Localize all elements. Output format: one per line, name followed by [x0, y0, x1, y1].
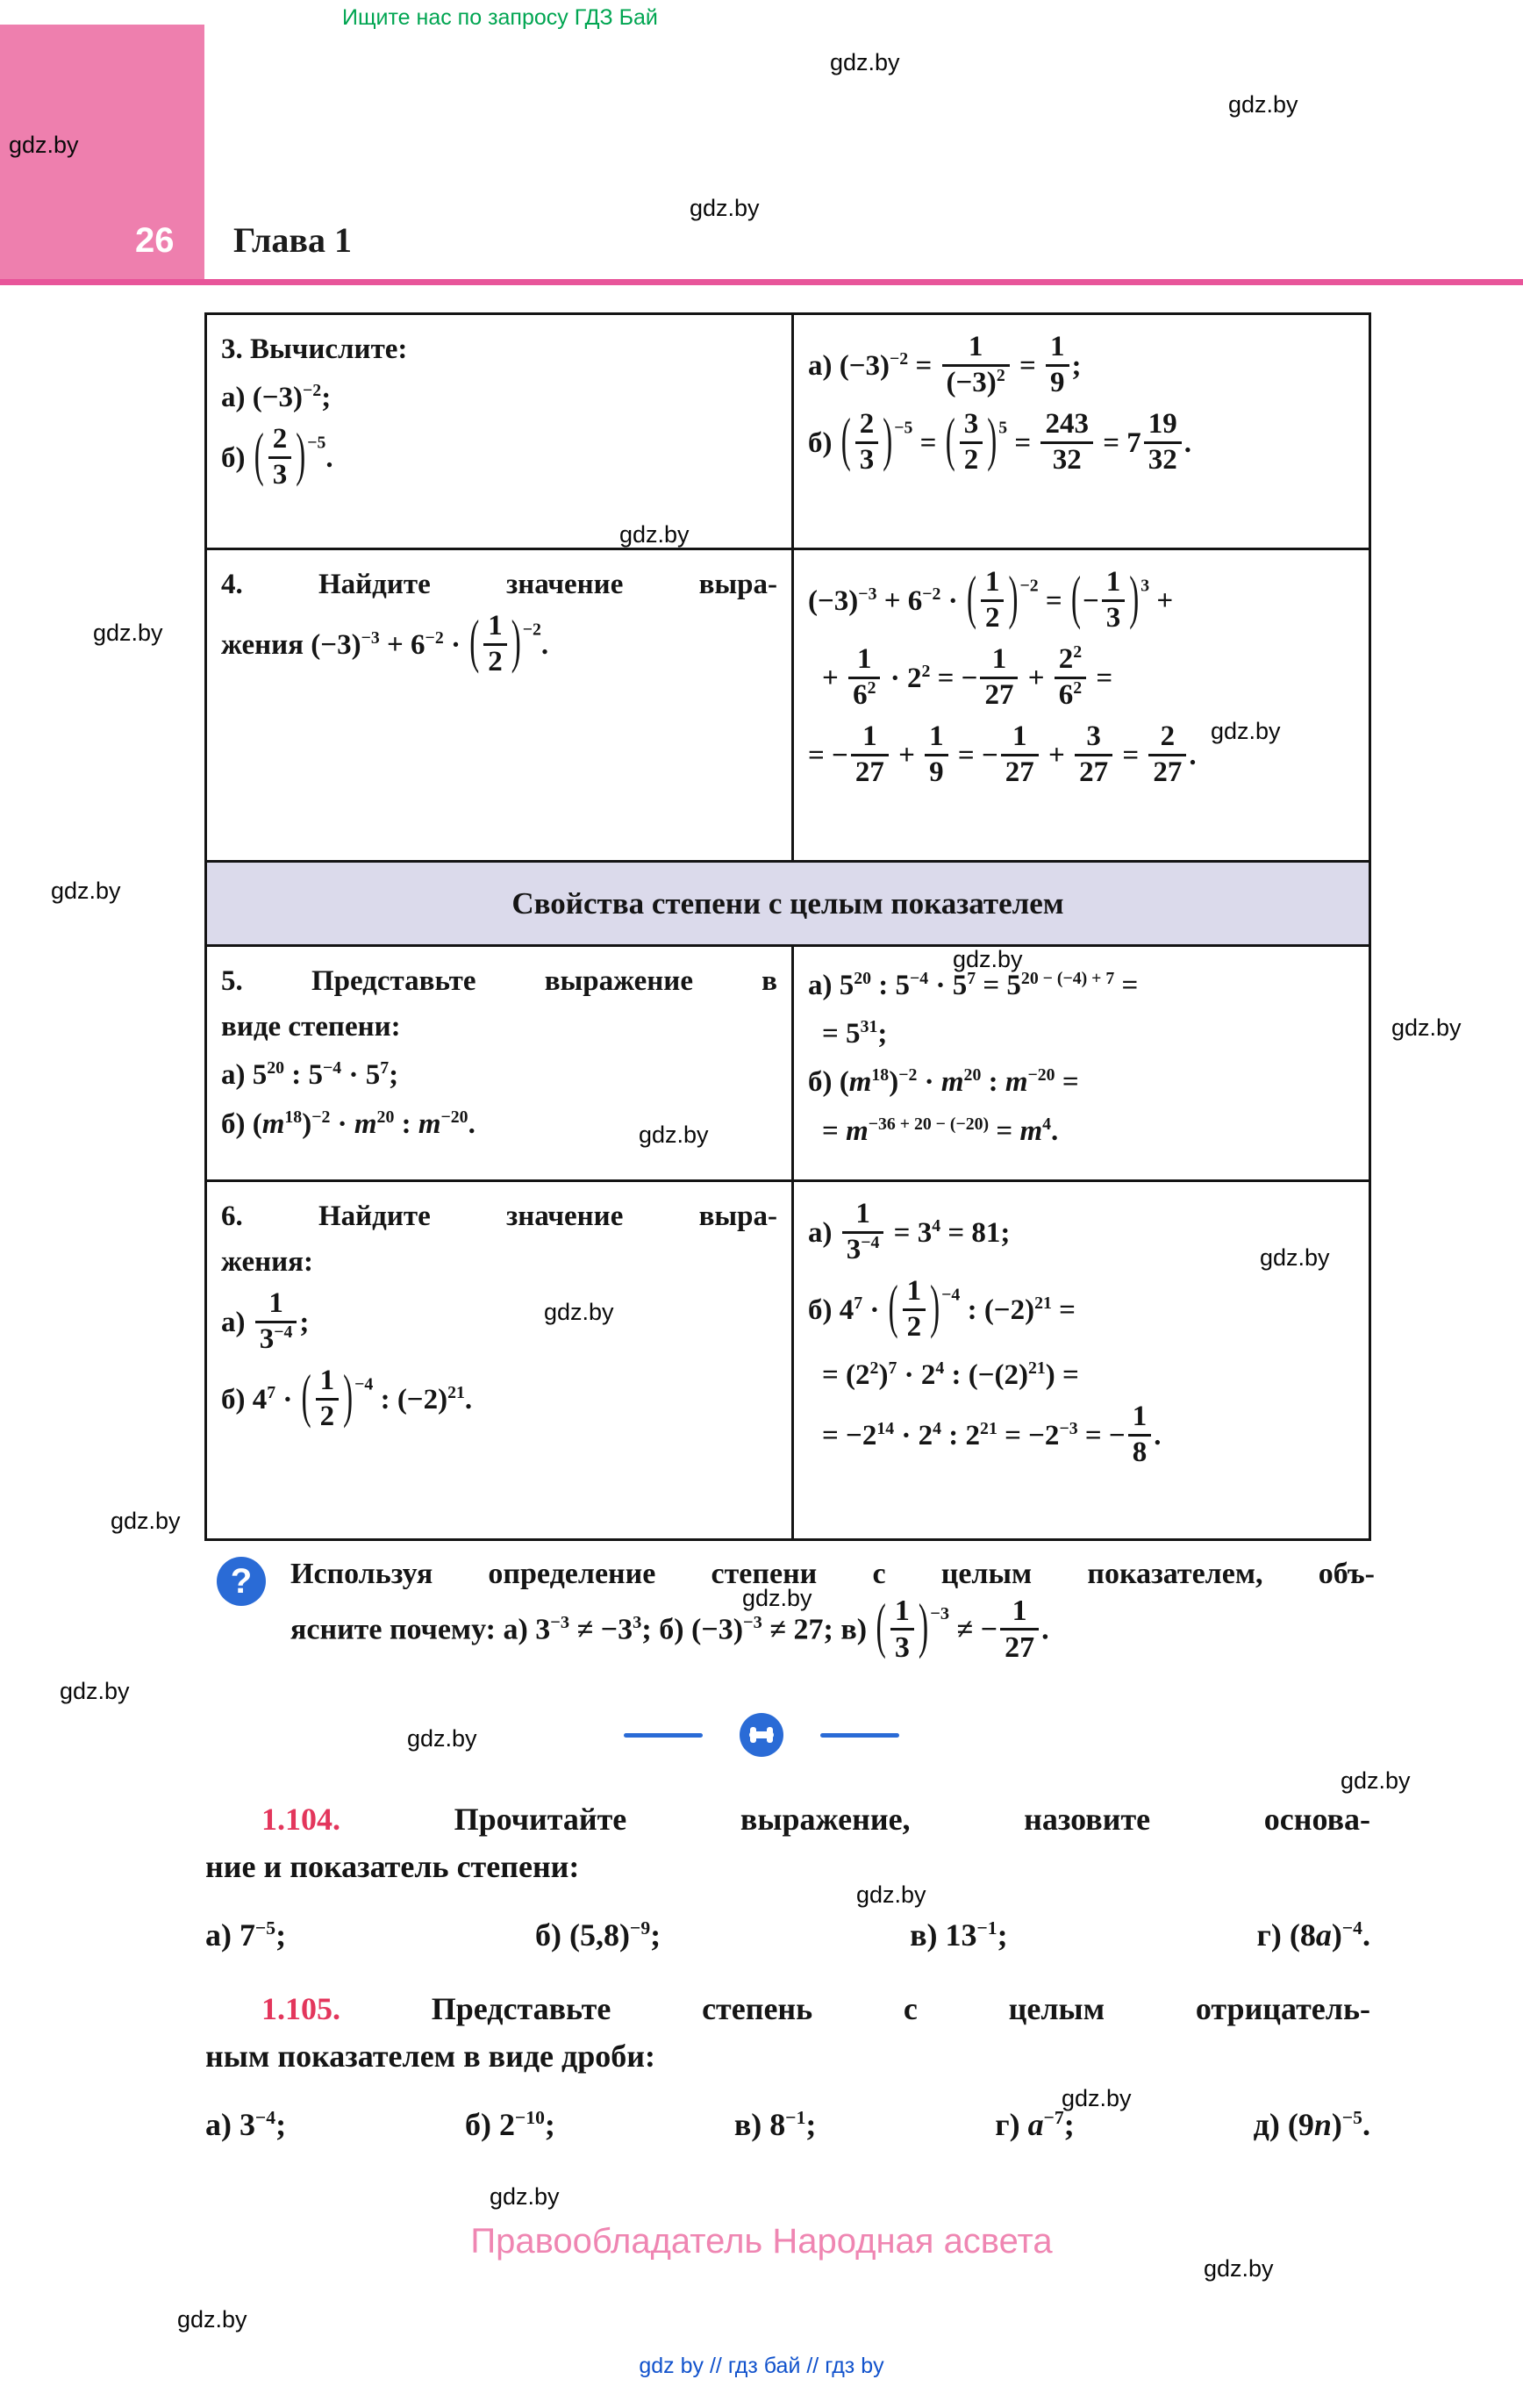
math-line: + $\frac{1}{6^2}$ · $2^2$ = − $\frac{1}{27}$ + $\frac{2^2}{6^2}$ =	[822, 641, 1113, 711]
exercise-text: Прочитайте выражение, назовите основа-	[454, 1802, 1370, 1837]
answer-item: в) $8^{-1}$;	[733, 2107, 817, 2142]
math-line: = − $\frac{1}{27}$ + $\frac{1}{9}$ = − $\frac{1}{27}$ + $\frac{3}{27}$ = $\frac{2}{27}$ .	[808, 720, 1197, 788]
watermark: gdz.by	[830, 49, 900, 75]
math-line: $(-3)^{-3} + 6^{-2}$ · ( $\frac{1}{2}$ ) $^{-2}$ = (− $\frac{1}{3}$ ) $^3$ +	[808, 566, 1174, 634]
math-line: = $-2^{14} \cdot 2^4$ : $2^{21} = -2^{-3}$ = − $\frac{1}{8}$ .	[822, 1400, 1162, 1468]
problem-3-solution	[794, 315, 1369, 550]
problem-5-solution	[794, 947, 1369, 1182]
divider-line-right	[820, 1733, 899, 1738]
answer-item: г) $(8a)^{-4}$.	[1256, 1917, 1370, 1953]
exercise-text: Представьте степень с целым отрицатель-	[431, 1991, 1371, 2026]
exercise-1105-answers	[205, 2101, 1370, 2148]
page-number: 26	[135, 221, 175, 260]
watermark: gdz.by	[1260, 1244, 1330, 1271]
math-line: = $5^{31}$;	[822, 1017, 888, 1050]
watermark: gdz.by	[60, 1678, 130, 1704]
exercise-1104-answers	[205, 1911, 1370, 1959]
exercise-text-line	[205, 1795, 1370, 1843]
section-divider	[0, 1713, 1523, 1757]
problem-title-line	[221, 564, 777, 605]
watermark: gdz.by	[111, 1508, 181, 1534]
answer-item: б) $(5,8)^{-9}$;	[535, 1917, 661, 1953]
watermark: gdz.by	[490, 2183, 560, 2210]
dumbbell-icon	[740, 1713, 783, 1757]
problem-title: Найдите значение выра-	[318, 569, 778, 600]
problem-number: 4.	[221, 569, 243, 600]
header-rule	[0, 279, 1523, 285]
exercise-number: 1.104.	[261, 1802, 340, 1837]
watermark: gdz.by	[51, 878, 121, 904]
math-line: а) $(-3)^{-2}$;	[221, 381, 332, 414]
question-line: ясните почему: а) $3^{-3} \ne -3^3$; б) $(-3)^{-3} \ne 27$; в) ( $\frac{1}{3}$ )$^{-3}$ ≠ − $\frac{1}{27}$ .	[290, 1594, 1049, 1665]
watermark: gdz.by	[742, 1585, 812, 1611]
problem-number: 3.	[221, 333, 243, 365]
watermark: gdz.by	[177, 2306, 247, 2333]
exercise-text-line	[205, 1985, 1370, 2032]
section-header-text: Свойства степени с целым показателем	[511, 886, 1064, 921]
answer-item: в) $13^{-1}$;	[910, 1917, 1008, 1953]
exercise-1105	[205, 1985, 1370, 2148]
problem-number: 5.	[221, 965, 243, 997]
math-line: жения $(-3)^{-3} + 6^{-2}$ · ( $\frac{1}{2}$ ) $^{-2}$.	[221, 610, 549, 678]
problem-title: жения:	[221, 1246, 314, 1279]
answer-item: г) $a^{-7}$;	[995, 2107, 1075, 2142]
math-line: а) $\frac{1}{3^{-4}}$ = $3^4 = 81$;	[808, 1198, 1011, 1265]
watermark: gdz.by	[1228, 91, 1298, 118]
math-line: б) ( $\frac{2}{3}$ ) $^{-5}$ = ( $\frac{3}{2}$ ) $^5$ = $\frac{243}{32}$ = 7 $\frac{19}{32}$ .	[808, 407, 1191, 476]
question-mark-icon: ?	[217, 1557, 266, 1606]
watermark: gdz.by	[619, 521, 690, 548]
problem-title: Вычислите:	[250, 333, 408, 365]
watermark: gdz.by	[1341, 1767, 1411, 1794]
watermark: gdz.by	[1211, 718, 1281, 744]
watermark: gdz.by	[856, 1881, 926, 1908]
math-line: б) $(m^{18})^{-2} \cdot m^{20}$ : $m^{-20}$.	[221, 1107, 475, 1140]
watermark: gdz.by	[690, 195, 760, 221]
answer-item: а) $3^{-4}$;	[205, 2107, 287, 2142]
problem-4-statement	[207, 550, 794, 863]
worked-examples-table	[204, 312, 1371, 1541]
math-line: = $m^{-36 + 20 - (-20)} = m^4$.	[822, 1114, 1059, 1147]
promo-text: Ищите нас по запросу ГДЗ Бай	[342, 5, 658, 30]
answer-item: д) $(9n)^{-5}$.	[1253, 2107, 1370, 2142]
problem-number: 6.	[221, 1200, 243, 1232]
watermark: gdz.by	[639, 1122, 709, 1148]
math-line: а) $5^{20}$ : $5^{-4} \cdot 5^7$;	[221, 1058, 399, 1092]
question-line: Используя определение степени с целым показателем, объ-	[290, 1558, 1375, 1590]
math-line: б) ( $\frac{2}{3}$ ) $^{-5}$.	[221, 423, 333, 491]
math-line: а) $5^{20}$ : $5^{-4} \cdot 5^7 = 5^{20 - (-4) + 7}$ =	[808, 969, 1139, 1001]
properties-section-header	[207, 863, 1369, 947]
problem-6-statement	[207, 1182, 794, 1538]
problem-title: Представьте выражение в	[311, 965, 777, 997]
problem-title: виде степени:	[221, 1011, 401, 1043]
math-line: б) $(m^{18})^{-2} \cdot m^{20}$ : $m^{-20}$ =	[808, 1065, 1079, 1099]
watermark: gdz.by	[953, 946, 1023, 972]
problem-6-solution	[794, 1182, 1369, 1538]
math-line: а) $\frac{1}{3^{-4}}$ ;	[221, 1287, 310, 1356]
problem-3-statement	[207, 315, 794, 550]
answer-item: б) $2^{-10}$;	[465, 2107, 555, 2142]
math-line: = $(2^2)^7 \cdot 2^4$ : $(-(2)^{21})$ =	[822, 1358, 1079, 1391]
footer-links[interactable]: gdz by // гдз бай // гдз by	[639, 2354, 884, 2378]
copyright-footer: Правообладатель Народная асвета	[470, 2222, 1053, 2261]
exercise-1104	[205, 1795, 1370, 1959]
watermark: gdz.by	[9, 132, 79, 158]
problem-title-line	[221, 329, 777, 369]
exercise-text: ние и показатель степени:	[205, 1849, 580, 1884]
exercise-number: 1.105.	[261, 1991, 340, 2026]
math-line: б) $4^7$ · ( $\frac{1}{2}$ ) $^{-4}$ : $(-2)^{21}$ =	[808, 1274, 1076, 1343]
chapter-title: Глава 1	[233, 220, 352, 260]
problem-title-line	[221, 1196, 777, 1236]
watermark: gdz.by	[1391, 1014, 1462, 1041]
watermark: gdz.by	[407, 1725, 477, 1752]
watermark: gdz.by	[1062, 2085, 1132, 2111]
problem-title-line	[221, 961, 777, 1001]
watermark: gdz.by	[1204, 2255, 1274, 2282]
problem-title: Найдите значение выра-	[318, 1200, 778, 1232]
math-line: б) $4^7$ · ( $\frac{1}{2}$ ) $^{-4}$ : $(-2)^{21}$.	[221, 1365, 473, 1433]
math-line: а) $(-3)^{-2}$ = $\frac{1}{(-3)^2}$ = $\frac{1}{9}$ ;	[808, 331, 1082, 398]
problem-4-solution	[794, 550, 1369, 863]
divider-line-left	[624, 1733, 703, 1738]
watermark: gdz.by	[93, 620, 163, 646]
question-text	[290, 1552, 1375, 1667]
answer-item: а) $7^{-5}$;	[205, 1917, 287, 1953]
watermark: gdz.by	[544, 1299, 614, 1325]
exercise-text: ным показателем в виде дроби:	[205, 2039, 655, 2074]
